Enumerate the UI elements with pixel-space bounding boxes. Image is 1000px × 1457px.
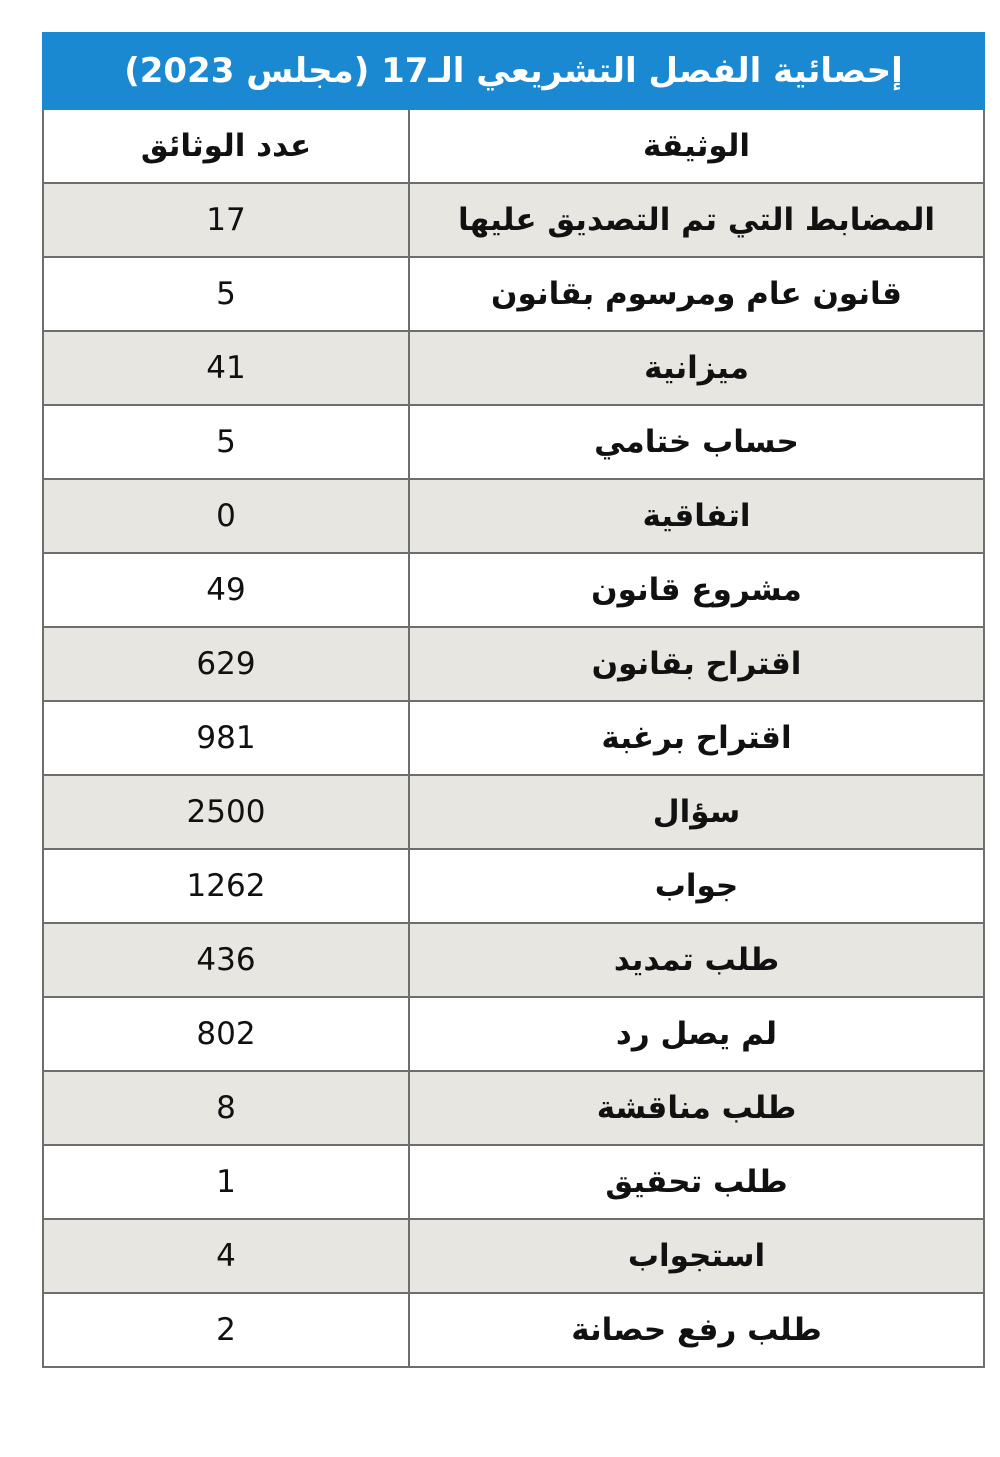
document-cell: استجواب <box>409 1219 984 1293</box>
count-cell: 2500 <box>43 775 409 849</box>
table-row <box>43 923 984 997</box>
document-cell: لم يصل رد <box>409 997 984 1071</box>
count-cell: 802 <box>43 997 409 1071</box>
document-cell: مشروع قانون <box>409 553 984 627</box>
count-cell: 981 <box>43 701 409 775</box>
count-cell: 1262 <box>43 849 409 923</box>
document-cell: المضابط التي تم التصديق عليها <box>409 183 984 257</box>
table-title: إحصائية الفصل التشريعي الـ17 (مجلس 2023) <box>43 33 984 109</box>
header-row <box>43 109 984 183</box>
table-row <box>43 849 984 923</box>
table-row <box>43 331 984 405</box>
count-cell: 0 <box>43 479 409 553</box>
count-cell: 4 <box>43 1219 409 1293</box>
statistics-table <box>42 32 985 1368</box>
count-cell: 5 <box>43 257 409 331</box>
table-body <box>43 33 984 1367</box>
count-cell: 41 <box>43 331 409 405</box>
table-row <box>43 183 984 257</box>
document-cell: طلب مناقشة <box>409 1071 984 1145</box>
document-cell: ميزانية <box>409 331 984 405</box>
table-row <box>43 627 984 701</box>
table-row <box>43 1071 984 1145</box>
table-row <box>43 1145 984 1219</box>
document-cell: طلب تمديد <box>409 923 984 997</box>
table-row <box>43 405 984 479</box>
count-cell: 436 <box>43 923 409 997</box>
table-row <box>43 553 984 627</box>
count-cell: 17 <box>43 183 409 257</box>
document-cell: طلب رفع حصانة <box>409 1293 984 1367</box>
count-cell: 5 <box>43 405 409 479</box>
document-cell: سؤال <box>409 775 984 849</box>
document-cell: جواب <box>409 849 984 923</box>
document-cell: طلب تحقيق <box>409 1145 984 1219</box>
table-row <box>43 775 984 849</box>
table-row <box>43 997 984 1071</box>
table-row <box>43 1219 984 1293</box>
document-cell: اتفاقية <box>409 479 984 553</box>
document-cell: قانون عام ومرسوم بقانون <box>409 257 984 331</box>
header-count: عدد الوثائق <box>43 109 409 183</box>
table-row <box>43 257 984 331</box>
document-cell: اقتراح برغبة <box>409 701 984 775</box>
table-row <box>43 479 984 553</box>
table-row <box>43 1293 984 1367</box>
document-cell: حساب ختامي <box>409 405 984 479</box>
document-cell: اقتراح بقانون <box>409 627 984 701</box>
count-cell: 629 <box>43 627 409 701</box>
count-cell: 8 <box>43 1071 409 1145</box>
title-row <box>43 33 984 109</box>
count-cell: 49 <box>43 553 409 627</box>
count-cell: 1 <box>43 1145 409 1219</box>
count-cell: 2 <box>43 1293 409 1367</box>
table-row <box>43 701 984 775</box>
header-document: الوثيقة <box>409 109 984 183</box>
